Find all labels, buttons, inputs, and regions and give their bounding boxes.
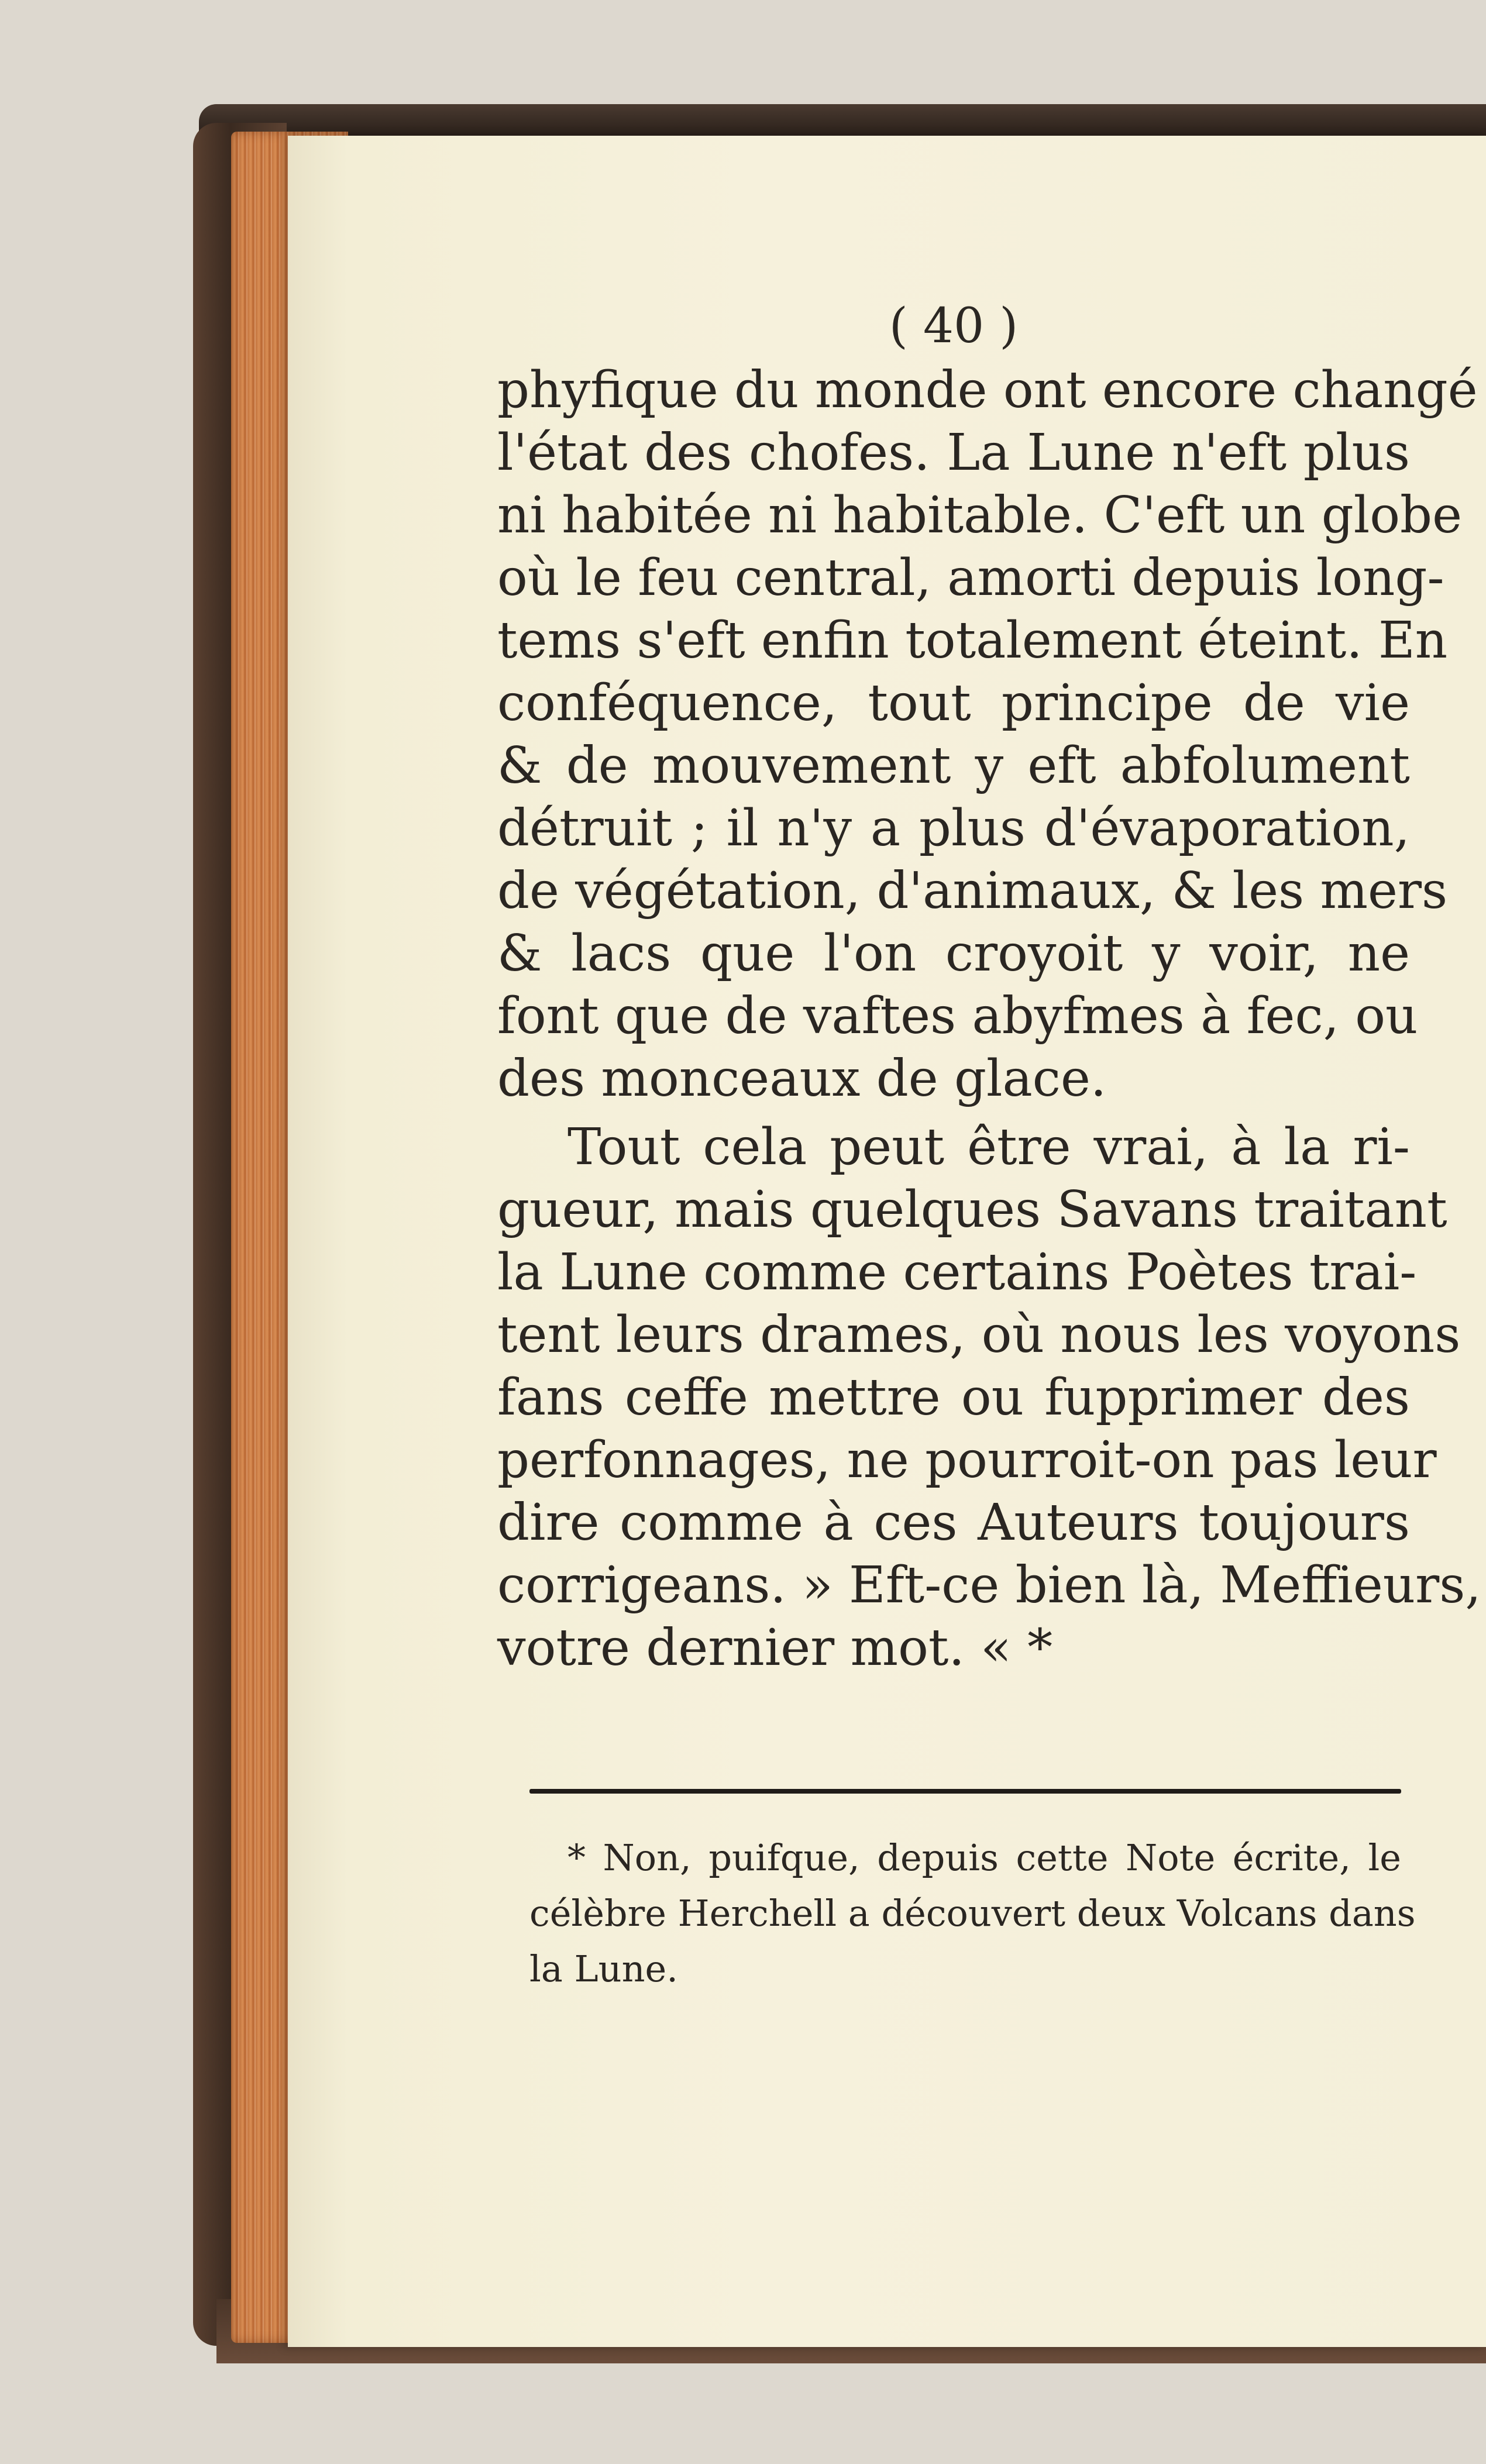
footnote-line: * Non, puifque, depuis cette Note écrite, le [567, 1836, 1401, 1879]
text-line: & de mouvement y eft abfolument [497, 737, 1410, 795]
text-line: font que de vaftes abyfmes à fec, ou [497, 987, 1418, 1045]
text-line: gueur, mais quelques Savans traitant [497, 1181, 1447, 1239]
page-number: ( 40 ) [889, 298, 1019, 354]
text-line: votre dernier mot. « * [497, 1619, 1053, 1677]
text-line: & lacs que l'on croyoit y voir, ne [497, 924, 1410, 983]
text-line: tems s'eft enfin totalement éteint. En [497, 611, 1448, 670]
footnote-line: célèbre Herchell a découvert deux Volcans dans [529, 1892, 1416, 1935]
text-line: dire comme à ces Auteurs toujours [497, 1493, 1410, 1552]
text-line: l'état des chofes. La Lune n'eft plus [497, 424, 1410, 482]
text-line: tent leurs drames, où nous les voyons [497, 1306, 1461, 1364]
text-line: où le feu central, amorti depuis long- [497, 549, 1444, 607]
text-line: perfonnages, ne pourroit-on pas leur [497, 1431, 1437, 1489]
text-line: ni habitée ni habitable. C'eft un globe [497, 486, 1462, 545]
text-line: des monceaux de glace. [497, 1049, 1107, 1108]
text-line: détruit ; il n'y a plus d'évaporation, [497, 799, 1410, 858]
text-line: la Lune comme certains Poètes trai- [497, 1243, 1417, 1302]
text-line: phyfique du monde ont encore changé [497, 361, 1478, 419]
text-line: fans ceffe mettre ou fupprimer des [497, 1368, 1410, 1427]
text-line: conféquence, tout principe de vie [497, 674, 1410, 732]
text-line: Tout cela peut être vrai, à la ri- [567, 1118, 1410, 1176]
footnote-line: la Lune. [529, 1947, 678, 1990]
text-line: de végétation, d'animaux, & les mers [497, 862, 1448, 920]
footnote-divider [529, 1789, 1401, 1794]
footnote [529, 1830, 1416, 1997]
text-line: corrigeans. » Eft-ce bien là, Meffieurs, [497, 1556, 1481, 1615]
page-text [497, 298, 1481, 1680]
